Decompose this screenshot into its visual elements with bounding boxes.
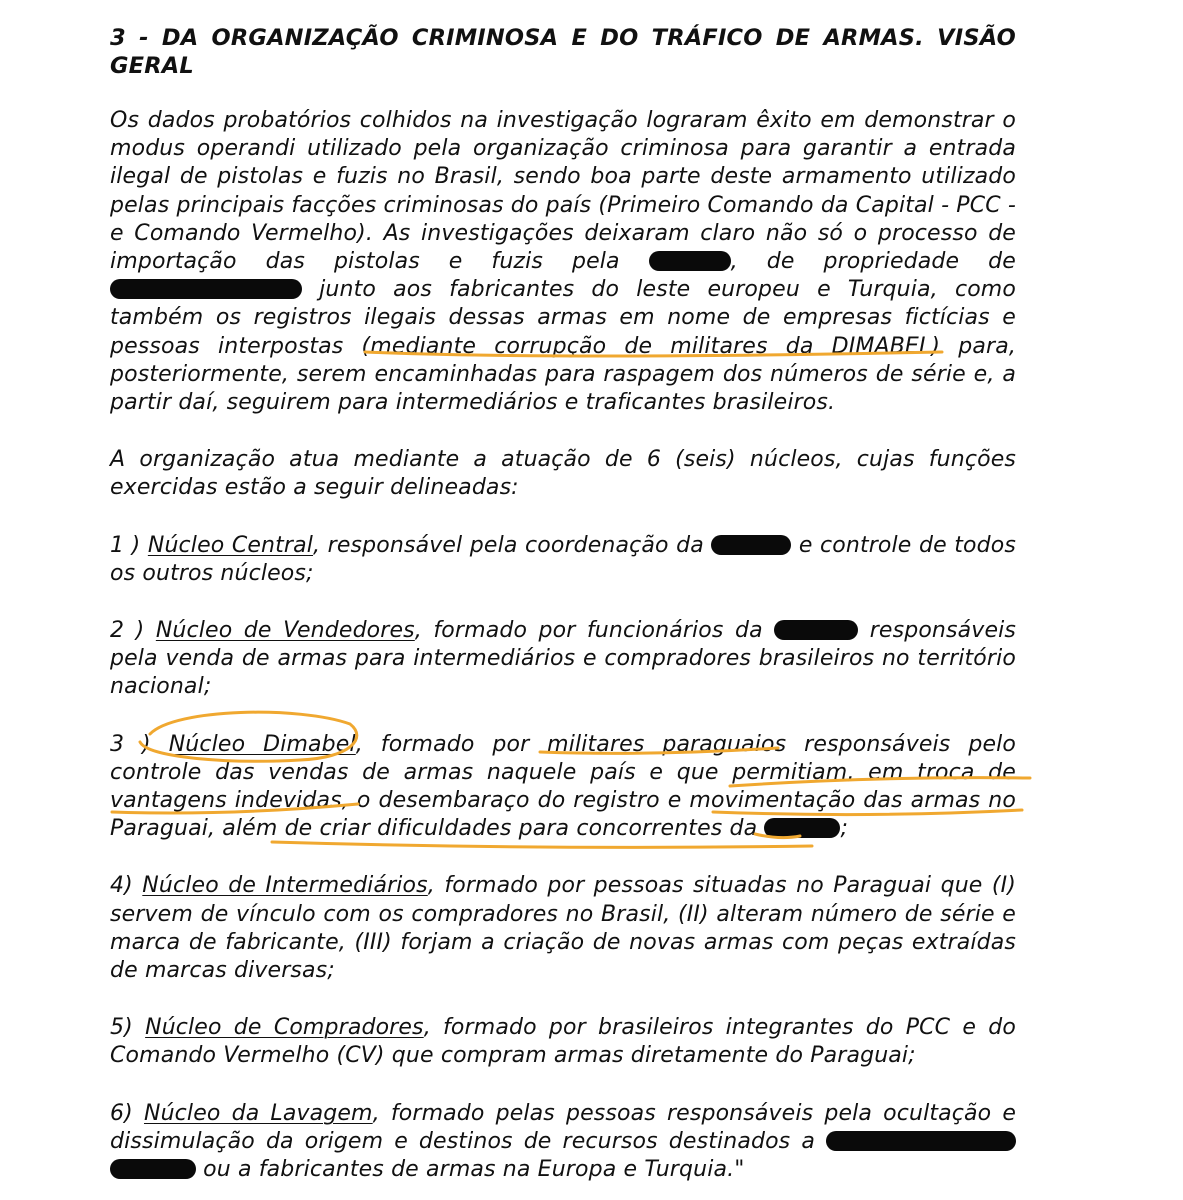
item-number: 3 ) [110, 731, 169, 757]
item-text: , formado pelas pessoas responsáveis pela ocultação e dissimulação da origem e destinos de recursos destinados a [110, 1100, 1017, 1154]
item-text: , formado por pessoas situadas no Paraguai que (I) servem de vínculo com os compradores no Brasil, (II) alteram número de série e marca de fabricante, (III) forjam a criação de novas armas com peças extraídas de marcas diversas; [110, 873, 1017, 984]
redaction-mark [711, 535, 791, 555]
paragraph-overview [110, 107, 1016, 417]
item-number: 5) [110, 1015, 146, 1041]
item-text-continued: ; [840, 816, 848, 842]
item-text: , formado por militares paraguaios responsáveis pelo controle das vendas de armas naquele país e que permitiam, em troca de vantagens indevidas, o desembaraço do registro e movimentação das armas no Paraguai, além de criar dificuldades para concorrentes da [110, 731, 1016, 842]
item-text: , formado por brasileiros integrantes do PCC e do Comando Vermelho (CV) que compram armas diretamente do Paraguai; [110, 1015, 1016, 1069]
list-item-nucleo-3 [110, 731, 1016, 844]
redaction-mark [110, 1159, 196, 1179]
redaction-mark [649, 251, 731, 271]
list-item-nucleo-6 [110, 1100, 1016, 1185]
list-item-nucleo-4 [110, 872, 1016, 985]
redaction-mark [826, 1131, 1016, 1151]
list-item-nucleo-2 [110, 617, 1016, 702]
document-page [110, 24, 1016, 1184]
item-title: Núcleo Central [147, 532, 314, 558]
item-title: Núcleo da Lavagem [143, 1100, 373, 1126]
redaction-mark [774, 620, 858, 640]
overview-text-b: , de propriedade de [730, 249, 1016, 275]
item-text: , responsável pela coordenação da [313, 532, 704, 558]
item-title: Núcleo de Vendedores [155, 618, 415, 644]
list-item-nucleo-5 [110, 1014, 1016, 1070]
item-title: Núcleo de Compradores [145, 1015, 424, 1041]
item-text: , formado por funcionários da [414, 618, 763, 644]
item-title: Núcleo Dimabel [168, 731, 356, 757]
item-number: 1 ) [110, 532, 148, 558]
list-item-nucleo-1 [110, 532, 1016, 588]
item-number: 2 ) [110, 618, 156, 644]
item-text-continued: ou a fabricantes de armas na Europa e Turquia." [203, 1157, 745, 1183]
item-number: 6) [110, 1100, 144, 1126]
item-text-continued: e controle de todos os outros núcleos; [110, 532, 1016, 586]
section-heading: 3 - DA ORGANIZAÇÃO CRIMINOSA E DO TRÁFICO DE ARMAS. VISÃO GERAL [110, 25, 1016, 79]
overview-text-a: Os dados probatórios colhidos na investigação lograram êxito em demonstrar o modus operandi utilizado pela organização criminosa para garantir a entrada ilegal de pistolas e fuzis no Brasil, sendo boa parte deste armamento utilizado pelas principais facções criminosas do país (Primeiro Comando da Capital - PCC - e Comando Vermelho). As investigações deixaram claro não só o processo de importação das pistolas e fuzis pela [110, 108, 1016, 275]
paragraph-nucleos-intro: A organização atua mediante a atuação de 6 (seis) núcleos, cujas funções exercidas estão a seguir delineadas: [110, 447, 1016, 501]
item-title: Núcleo de Intermediários [142, 873, 428, 899]
item-text-continued: responsáveis pela venda de armas para intermediários e compradores brasileiros no território nacional; [110, 618, 1017, 700]
item-number: 4) [110, 873, 143, 899]
redaction-mark [110, 279, 302, 299]
redaction-mark [764, 818, 840, 838]
overview-text-c: junto aos fabricantes do leste europeu e Turquia, como também os registros ilegais dessas armas em nome de empresas fictícias e pessoas interpostas (mediante corrupção de militares da DIMABEL) para, posteriormente, serem encaminhadas para raspagem dos números de série e, a partir daí, seguirem para intermediários e traficantes brasileiros. [110, 277, 1016, 416]
